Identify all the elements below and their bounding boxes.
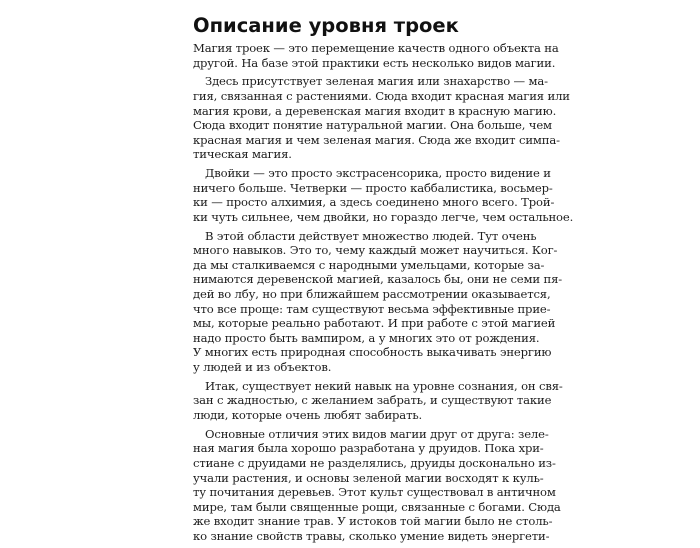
- text-line: У многих есть природная способность выкачивать энергию: [193, 345, 552, 360]
- paragraph: [193, 41, 559, 70]
- text-line: же входит знание трав. У истоков той магии было не столь-: [193, 514, 553, 529]
- text-line: ки чуть сильнее, чем двойки, но гораздо легче, чем остальное.: [193, 209, 574, 224]
- book-page: [193, 14, 574, 548]
- text-line: ту почитания деревьев. Этот культ существовал в античном: [193, 485, 556, 500]
- text-line: Здесь присутствует зеленая магия или знахарство — ма-: [205, 74, 548, 89]
- text-line: да мы сталкиваемся с народными умельцами, которые за-: [193, 257, 545, 272]
- text-line: красная магия и чем зеленая магия. Сюда же входит симпа-: [193, 132, 560, 147]
- text-line: учали растения, и основы зеленой магии восходят к куль-: [193, 470, 544, 485]
- paragraph: [193, 228, 563, 375]
- paragraph: [193, 426, 561, 544]
- text-line: зан с жадностью, с желанием забрать, и существуют такие: [193, 393, 552, 408]
- text-line: что все проще: там существуют весьма эффективные прие-: [193, 301, 551, 316]
- text-line: другой. На базе этой практики есть несколько видов магии.: [193, 55, 556, 70]
- text-line: у людей и из объектов.: [193, 360, 332, 375]
- text-line: ничего больше. Четверки — просто каббалистика, восьмер-: [193, 180, 553, 195]
- paragraph: [193, 166, 574, 224]
- text-line: Итак, существует некий навык на уровне сознания, он свя-: [205, 378, 563, 393]
- text-line: люди, которые очень любят забирать.: [193, 408, 423, 422]
- text-line: дей во лбу, но при ближайшем рассмотрении оказывается,: [193, 287, 551, 302]
- text-line: Двойки — это просто экстрасенсорика, просто видение и: [205, 166, 551, 181]
- text-line: магия крови, а деревенская магия входит в красную магию.: [193, 103, 557, 118]
- text-line: Сюда входит понятие натуральной магии. Она больше, чем: [193, 118, 552, 133]
- text-line: мы, которые реально работают. И при работе с этой магией: [193, 316, 556, 331]
- text-line: Магия троек — это перемещение качеств одного объекта на: [193, 41, 559, 55]
- section-heading: Описание уровня троек: [193, 14, 459, 37]
- body-text: [193, 41, 574, 544]
- text-line: ко знание свойств травы, сколько умение видеть энергети-: [193, 528, 550, 543]
- text-line: тическая магия.: [193, 147, 292, 162]
- text-line: мире, там были священные рощи, связанные с богами. Сюда: [193, 499, 561, 514]
- text-line: ки — просто алхимия, а здесь соединено много всего. Трой-: [193, 195, 555, 210]
- text-line: надо просто быть вампиром, а у многих это от рождения.: [193, 330, 540, 345]
- text-line: ная магия была хорошо разработана у друидов. Пока хри-: [193, 441, 544, 456]
- paragraph: [193, 378, 563, 423]
- text-line: В этой области действует множество людей. Тут очень: [205, 228, 537, 243]
- text-line: стиане с друидами не разделялись, друиды досконально из-: [193, 455, 556, 470]
- paragraph: [193, 74, 570, 162]
- text-line: много навыков. Это то, чему каждый может научиться. Ког-: [193, 243, 558, 258]
- text-line: гия, связанная с растениями. Сюда входит красная магия или: [193, 88, 570, 103]
- text-line: нимаются деревенской магией, казалось бы, они не семи пя-: [193, 272, 563, 287]
- text-line: Основные отличия этих видов магии друг от друга: зеле-: [205, 426, 549, 441]
